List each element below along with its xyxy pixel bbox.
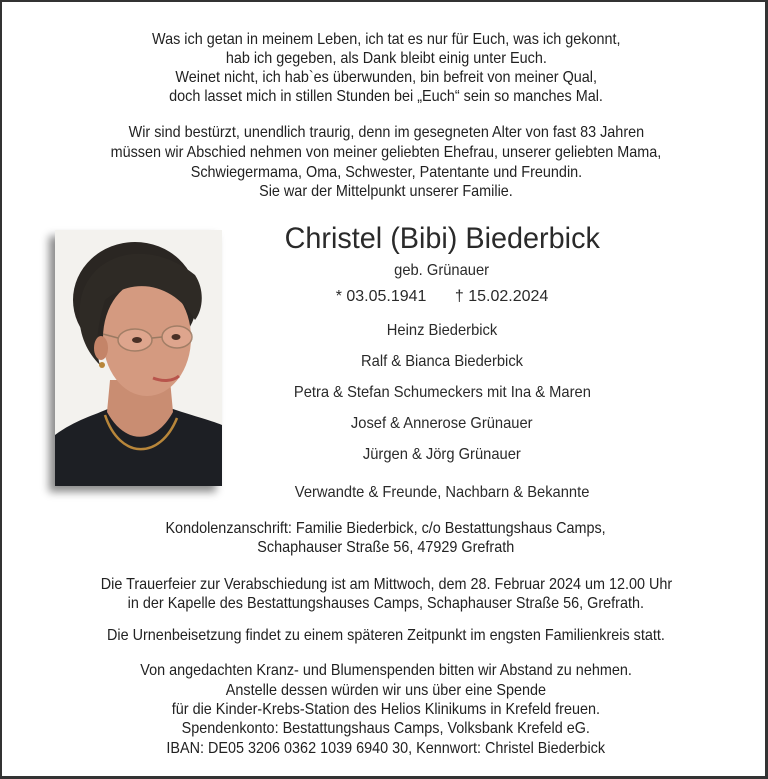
donation-line: Anstelle dessen würden wir uns über eine Spende [225, 682, 547, 699]
mourner-name: Jürgen & Jörg Grünauer [363, 446, 521, 463]
portrait-image [55, 230, 222, 486]
donation-line: Spendenkonto: Bestattungshaus Camps, Volksbank Krefeld eG. [181, 720, 591, 737]
intro-line: Wir sind bestürzt, unendlich traurig, denn im gesegneten Alter von fast 83 Jahren [128, 124, 644, 141]
poem-line: Weinet nicht, ich hab`es überwunden, bin befreit von meiner Qual, [175, 69, 597, 86]
mourner-name: Petra & Stefan Schumeckers mit Ina & Maren [293, 384, 591, 401]
condolence-line: Schaphauser Straße 56, 47929 Grefrath [257, 539, 515, 556]
intro-line: Sie war der Mittelpunkt unserer Familie. [259, 183, 513, 200]
iban-line: IBAN: DE05 3206 0362 1039 6940 30, Kennwort: Christel Biederbick [166, 740, 606, 757]
portrait-photo [55, 230, 222, 486]
mourner-name: Ralf & Bianca Biederbick [360, 353, 524, 370]
life-dates [242, 287, 642, 307]
donation-line: für die Kinder-Krebs-Station des Helios Klinikums in Krefeld freuen. [171, 701, 601, 718]
birth-date: * 03.05.1941 [335, 288, 427, 305]
ceremony-line: in der Kapelle des Bestattungshauses Camps, Schaphauser Straße 56, Grefrath. [127, 595, 645, 612]
condolence-line: Kondolenzanschrift: Familie Biederbick, c/o Bestattungshaus Camps, [165, 520, 607, 537]
deceased-name: Christel (Bibi) Biederbick [284, 222, 600, 255]
poem-line: Was ich getan in meinem Leben, ich tat es nur für Euch, was ich gekonnt, [151, 31, 621, 48]
intro-line: müssen wir Abschied nehmen von meiner geliebten Ehefrau, unserer geliebten Mama, [110, 144, 662, 161]
ceremony-line: Die Trauerfeier zur Verabschiedung ist am Mittwoch, dem 28. Februar 2024 um 12.00 Uhr [100, 576, 672, 593]
intro-line: Schwiegermama, Oma, Schwester, Patentante und Freundin. [190, 164, 582, 181]
burial-line: Die Urnenbeisetzung findet zu einem späteren Zeitpunkt im engsten Familienkreis statt. [107, 627, 665, 644]
others-line: Verwandte & Freunde, Nachbarn & Bekannte [294, 484, 590, 501]
maiden-name: geb. Grünauer [394, 262, 490, 279]
death-date: † 15.02.2024 [454, 288, 549, 305]
donation-line: Von angedachten Kranz- und Blumenspenden bitten wir Abstand zu nehmen. [140, 662, 632, 679]
mourner-name: Josef & Annerose Grünauer [351, 415, 533, 432]
mourner-name: Heinz Biederbick [386, 322, 498, 339]
poem-line: hab ich gegeben, als Dank bleibt einig unter Euch. [225, 50, 547, 67]
poem-line: doch lasset mich in stillen Stunden bei „Euch“ sein so manches Mal. [169, 88, 603, 105]
